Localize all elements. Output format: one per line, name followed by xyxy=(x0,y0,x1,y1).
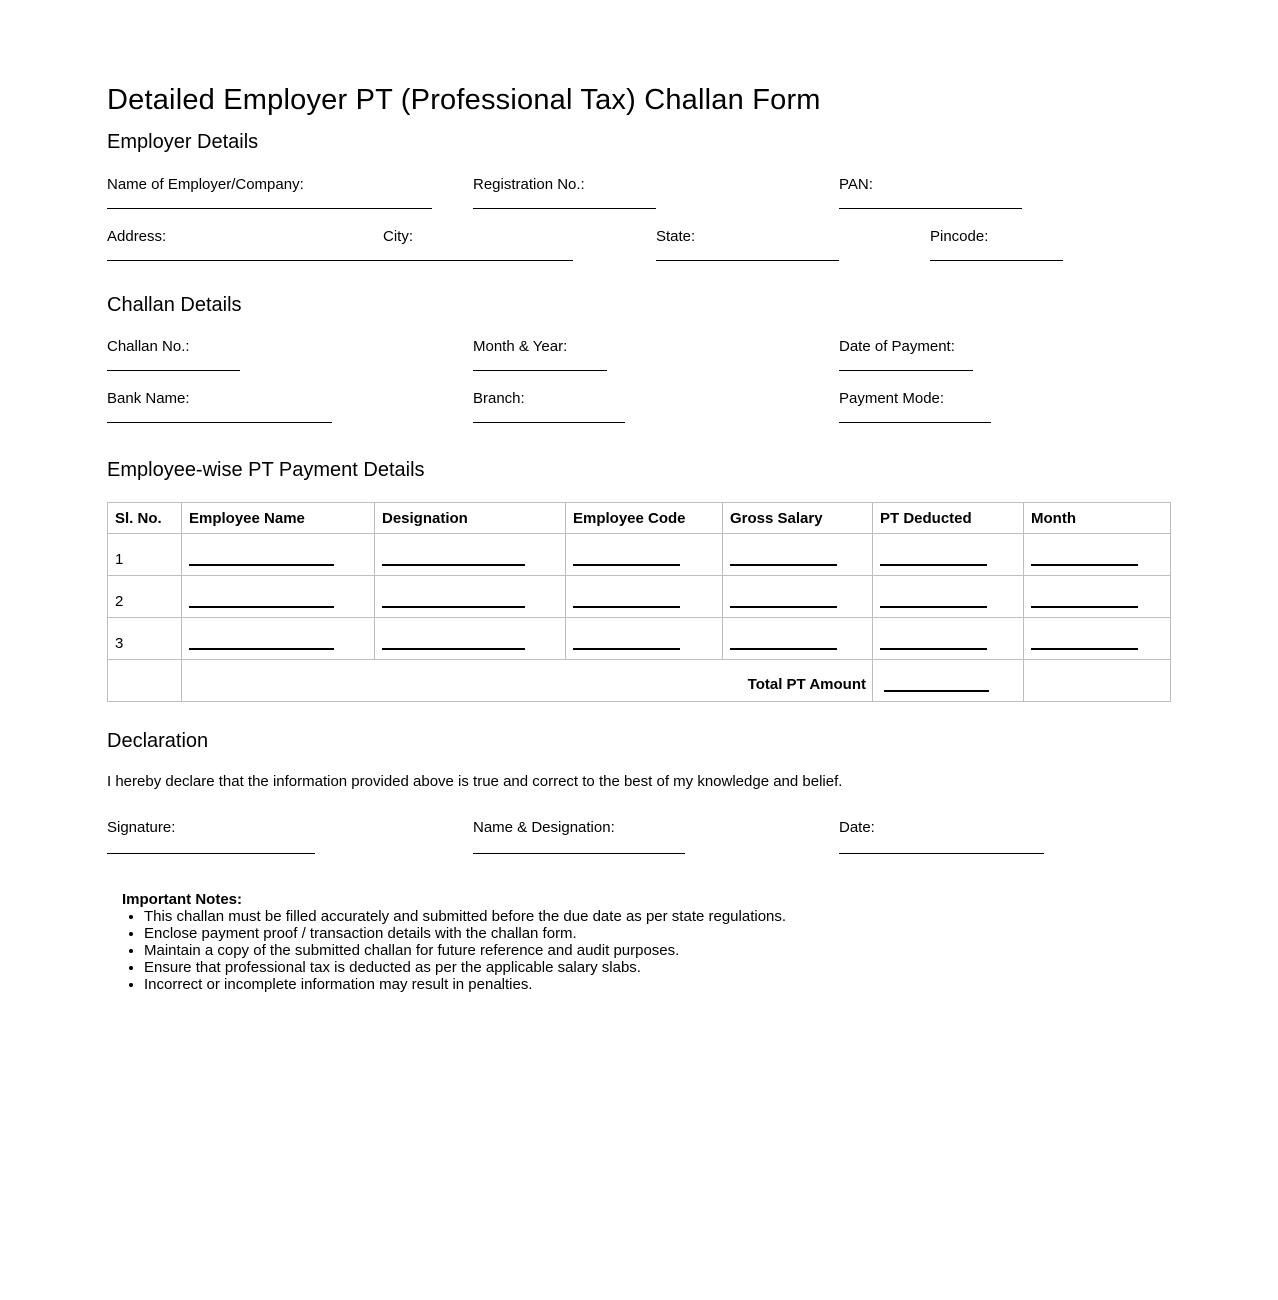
bank-name-field xyxy=(107,390,332,423)
table-row xyxy=(108,576,1171,618)
row-1-pt-deducted-cell xyxy=(873,534,1024,576)
blank-cell-line xyxy=(189,606,334,608)
table-row xyxy=(108,534,1171,576)
note-item: • Ensure that professional tax is deducted as per the applicable salary slabs. xyxy=(144,959,1171,976)
important-notes-heading: Important Notes: xyxy=(122,891,242,908)
challan-row-1 xyxy=(107,338,1171,372)
blank-cell-line xyxy=(382,564,525,566)
name-designation-field xyxy=(473,819,685,854)
row-3-sl-no: 3 xyxy=(108,618,182,660)
employer-details-heading: Employer Details xyxy=(107,131,259,153)
row-1-designation-cell xyxy=(375,534,566,576)
col-header-employee-name: Employee Name xyxy=(182,503,375,534)
total-pt-amount-label: Total PT Amount xyxy=(182,660,873,702)
registration-no-label: Registration No.: xyxy=(473,176,585,193)
city-label: City: xyxy=(383,228,413,245)
date-blank-line xyxy=(839,853,1044,854)
payment-mode-field xyxy=(839,390,991,423)
challan-no-blank-line xyxy=(107,370,240,371)
pincode-label: Pincode: xyxy=(930,228,989,245)
address-blank-line xyxy=(107,260,573,261)
name-designation-blank-line xyxy=(473,853,685,854)
date-label: Date: xyxy=(839,819,875,836)
row-1-gross-salary-cell xyxy=(723,534,873,576)
row-3-designation-cell xyxy=(375,618,566,660)
row-1-sl-no: 1 xyxy=(108,534,182,576)
declaration-heading: Declaration xyxy=(107,730,209,752)
col-header-employee-code: Employee Code xyxy=(566,503,723,534)
pan-label: PAN: xyxy=(839,176,873,193)
employer-name-label: Name of Employer/Company: xyxy=(107,176,304,193)
employer-row-1 xyxy=(107,176,1171,210)
total-row-empty-cell xyxy=(108,660,182,702)
total-row-month-cell xyxy=(1024,660,1171,702)
row-1-employee-code-cell xyxy=(566,534,723,576)
challan-details-heading: Challan Details xyxy=(107,294,242,316)
blank-cell-line xyxy=(880,564,987,566)
note-item: • This challan must be filled accurately and submitted before the due date as per state regulations. xyxy=(144,908,1171,925)
pt-payment-table xyxy=(107,502,1171,702)
blank-cell-line xyxy=(730,648,837,650)
state-blank-line xyxy=(656,260,839,261)
blank-cell-line xyxy=(880,606,987,608)
payment-details-heading: Employee-wise PT Payment Details xyxy=(107,459,425,481)
month-year-label: Month & Year: xyxy=(473,338,568,355)
blank-cell-line xyxy=(1031,648,1138,650)
row-3-month-cell xyxy=(1024,618,1171,660)
employer-name-field xyxy=(107,176,432,209)
address-city-field xyxy=(107,228,573,261)
signature-row xyxy=(107,819,1171,855)
challan-no-field xyxy=(107,338,240,371)
employer-row-2 xyxy=(107,228,1171,262)
signature-field xyxy=(107,819,315,854)
note-item: • Incorrect or incomplete information may result in penalties. xyxy=(144,976,1171,993)
date-field xyxy=(839,819,1044,854)
branch-field xyxy=(473,390,625,423)
col-header-pt-deducted: PT Deducted xyxy=(873,503,1024,534)
blank-cell-line xyxy=(573,564,680,566)
blank-cell-line xyxy=(730,564,837,566)
row-2-gross-salary-cell xyxy=(723,576,873,618)
registration-no-blank-line xyxy=(473,208,656,209)
address-label: Address: xyxy=(107,228,167,245)
date-of-payment-field xyxy=(839,338,973,371)
declaration-text: I hereby declare that the information provided above is true and correct to the best of my knowledge and belief. xyxy=(107,773,843,790)
employer-name-blank-line xyxy=(107,208,432,209)
pincode-field xyxy=(930,228,1063,261)
state-label: State: xyxy=(656,228,696,245)
blank-cell-line xyxy=(884,690,989,692)
branch-label: Branch: xyxy=(473,390,525,407)
row-2-employee-name-cell xyxy=(182,576,375,618)
blank-cell-line xyxy=(189,564,334,566)
bank-name-label: Bank Name: xyxy=(107,390,190,407)
row-3-employee-name-cell xyxy=(182,618,375,660)
form-title: Detailed Employer PT (Professional Tax) Challan Form xyxy=(107,84,821,116)
total-row xyxy=(108,660,1171,702)
col-header-gross-salary: Gross Salary xyxy=(723,503,873,534)
date-of-payment-label: Date of Payment: xyxy=(839,338,955,355)
name-designation-label: Name & Designation: xyxy=(473,819,615,836)
row-1-employee-name-cell xyxy=(182,534,375,576)
blank-cell-line xyxy=(573,606,680,608)
row-3-employee-code-cell xyxy=(566,618,723,660)
challan-row-2 xyxy=(107,390,1171,424)
note-item: • Maintain a copy of the submitted challan for future reference and audit purposes. xyxy=(144,942,1171,959)
table-header-row xyxy=(108,503,1171,534)
row-2-month-cell xyxy=(1024,576,1171,618)
pan-field xyxy=(839,176,1022,209)
registration-no-field xyxy=(473,176,656,209)
signature-blank-line xyxy=(107,853,315,854)
pan-blank-line xyxy=(839,208,1022,209)
row-1-month-cell xyxy=(1024,534,1171,576)
month-year-field xyxy=(473,338,607,371)
row-3-gross-salary-cell xyxy=(723,618,873,660)
blank-cell-line xyxy=(382,648,525,650)
blank-cell-line xyxy=(1031,564,1138,566)
branch-blank-line xyxy=(473,422,625,423)
important-notes-section xyxy=(122,891,1171,993)
blank-cell-line xyxy=(382,606,525,608)
blank-cell-line xyxy=(189,648,334,650)
date-of-payment-blank-line xyxy=(839,370,973,371)
pincode-blank-line xyxy=(930,260,1063,261)
signature-label: Signature: xyxy=(107,819,176,836)
blank-cell-line xyxy=(573,648,680,650)
bank-name-blank-line xyxy=(107,422,332,423)
blank-cell-line xyxy=(880,648,987,650)
challan-no-label: Challan No.: xyxy=(107,338,190,355)
row-2-employee-code-cell xyxy=(566,576,723,618)
blank-cell-line xyxy=(1031,606,1138,608)
row-2-sl-no: 2 xyxy=(108,576,182,618)
month-year-blank-line xyxy=(473,370,607,371)
important-notes-list xyxy=(122,908,1171,993)
state-field xyxy=(656,228,839,261)
row-2-designation-cell xyxy=(375,576,566,618)
payment-mode-blank-line xyxy=(839,422,991,423)
note-item: • Enclose payment proof / transaction details with the challan form. xyxy=(144,925,1171,942)
total-pt-amount-cell xyxy=(873,660,1024,702)
col-header-designation: Designation xyxy=(375,503,566,534)
col-header-month: Month xyxy=(1024,503,1171,534)
payment-mode-label: Payment Mode: xyxy=(839,390,945,407)
col-header-sl-no: Sl. No. xyxy=(108,503,182,534)
blank-cell-line xyxy=(730,606,837,608)
row-2-pt-deducted-cell xyxy=(873,576,1024,618)
row-3-pt-deducted-cell xyxy=(873,618,1024,660)
table-row xyxy=(108,618,1171,660)
